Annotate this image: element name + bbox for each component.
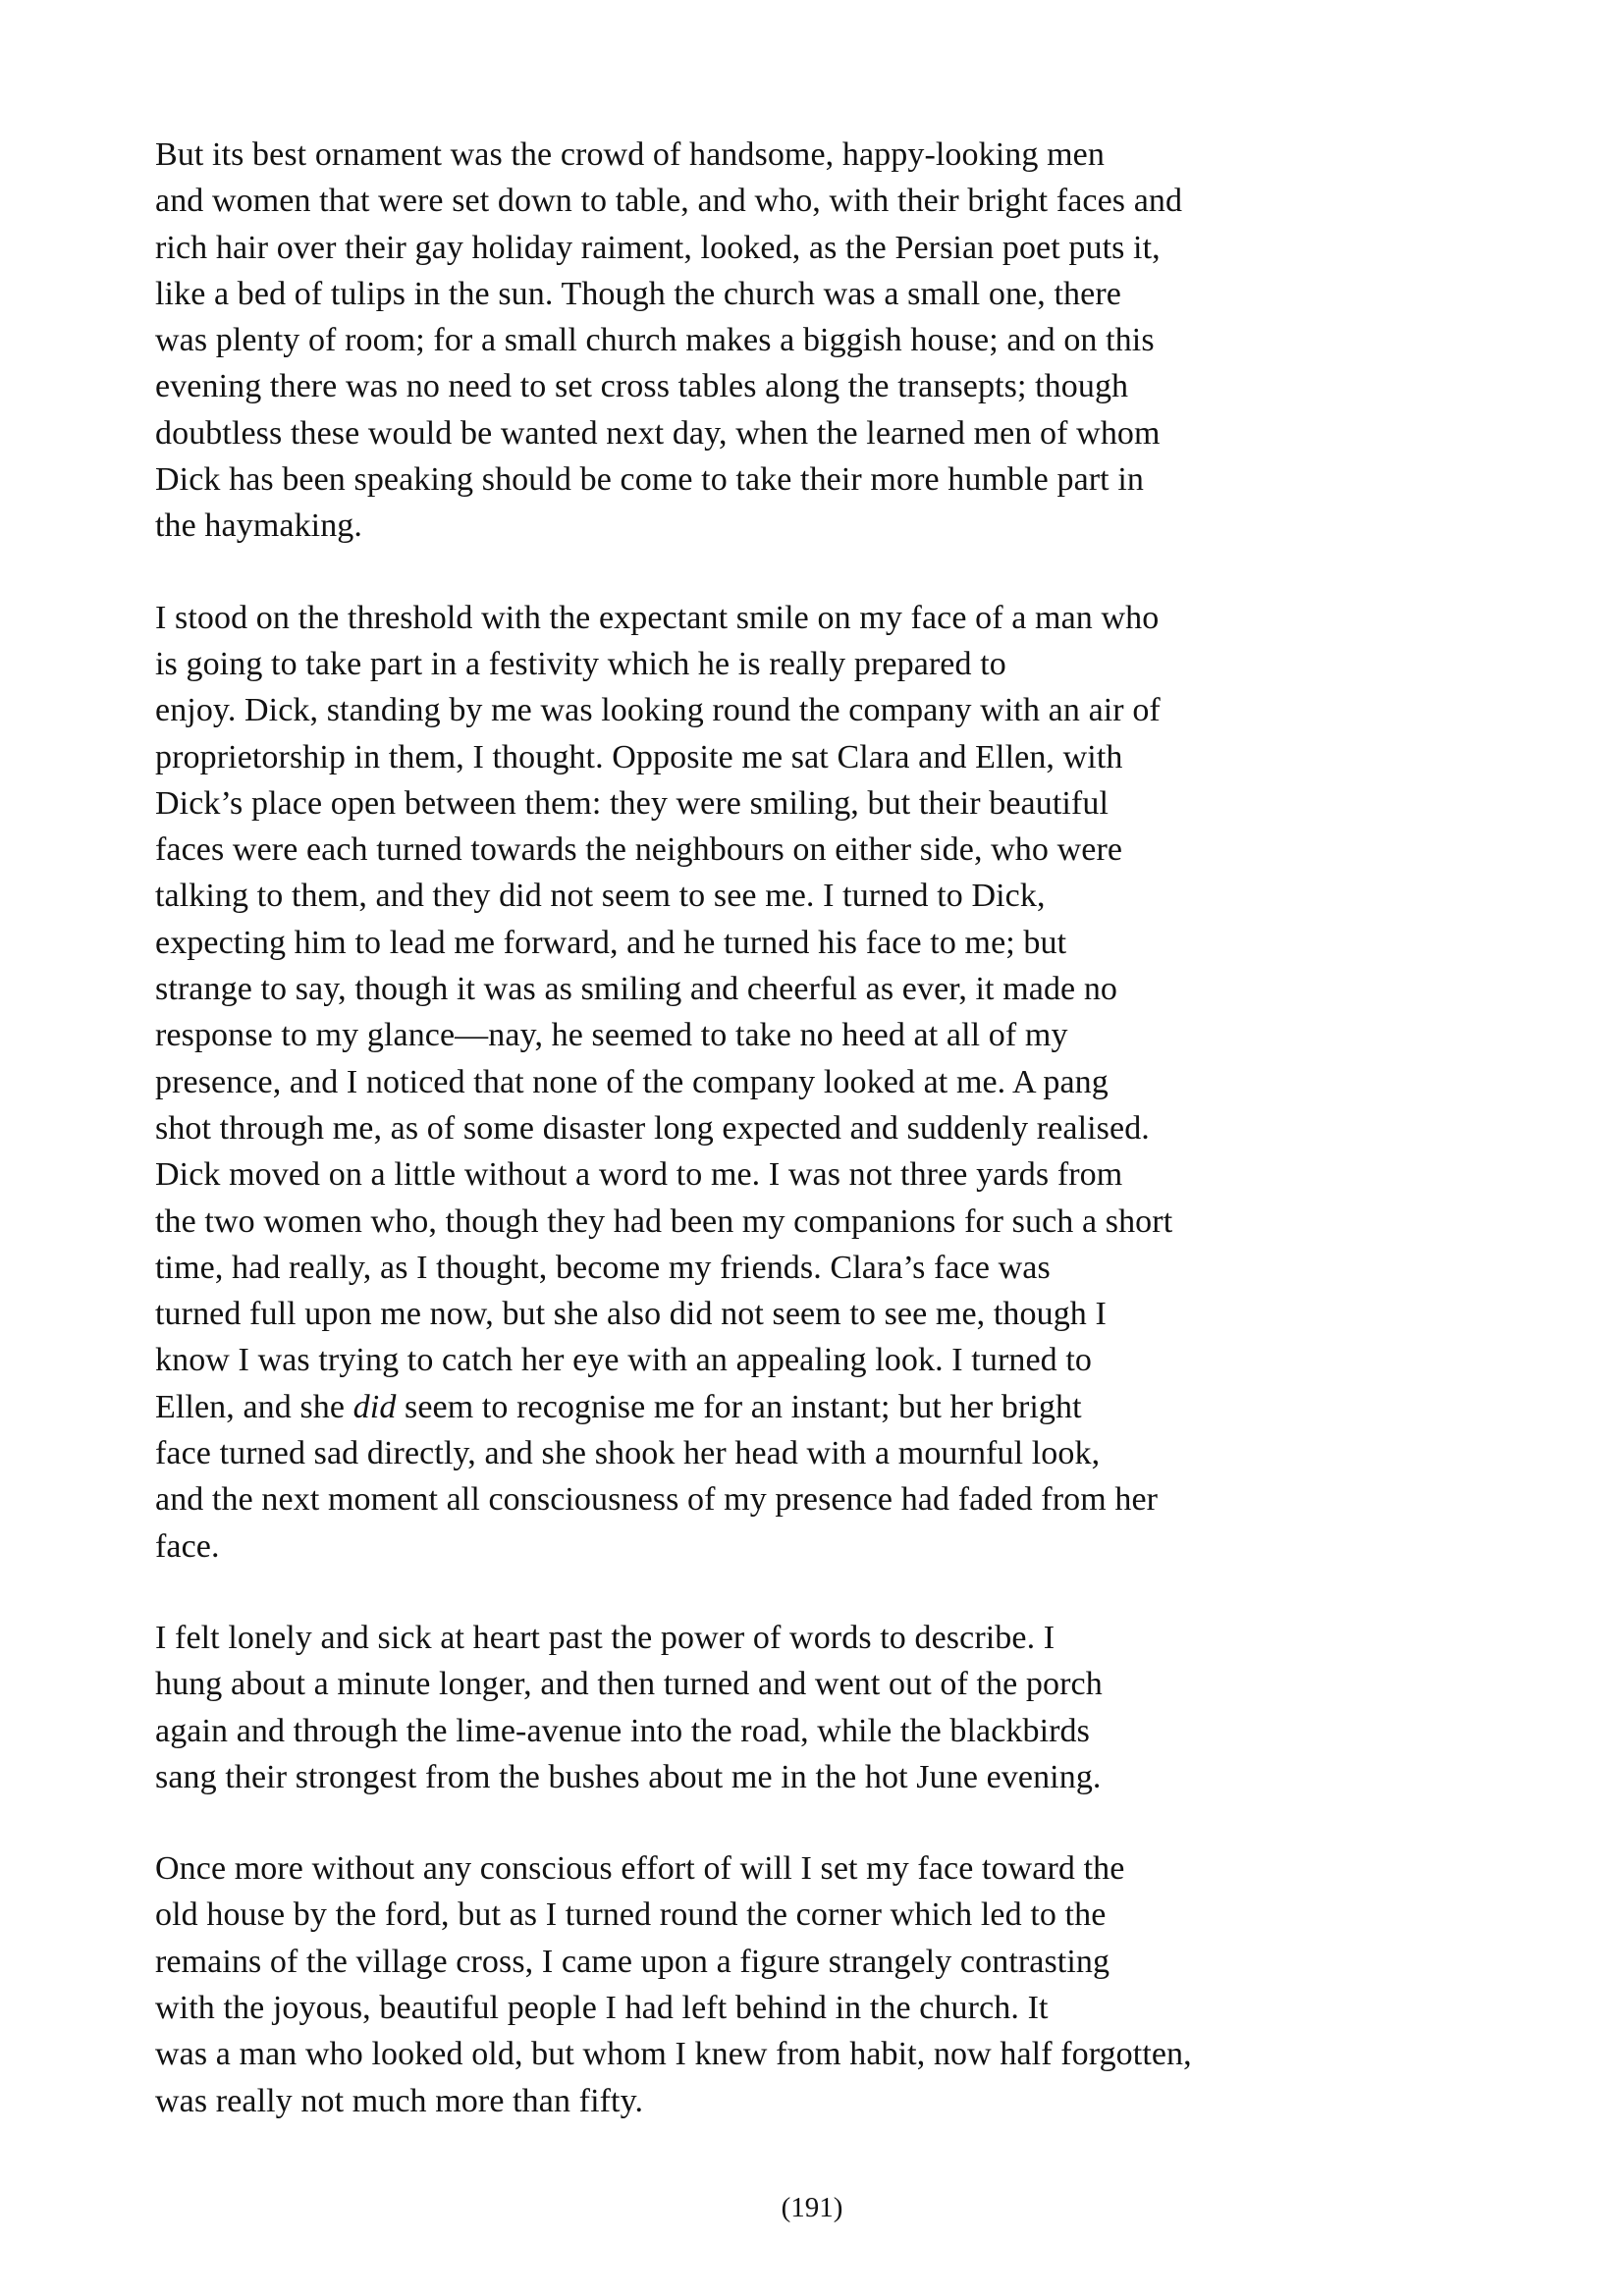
paragraph: But its best ornament was the crowd of handsome, happy-looking men and women that were set down to table, and who, with their bright faces and rich hair over their gay holiday raiment, looked, as the Persian poet puts it, like a bed of tulips in the sun. Though the church was a small one, there was plenty of room; for a small church makes a biggish house; and on this evening there was no need to set cross tables along the transepts; though doubtless these would be wanted next day, when the learned men of whom Dick has been speaking should be come to take their more humble part in the haymaking. [155, 136, 1183, 545]
paragraph: I stood on the threshold with the expectant smile on my face of a man who is going to take part in a festivity which he is really prepared to enjoy. Dick, standing by me was looking round the company with an air of proprietorship in them, I thought. Opposite me sat Clara and Ellen, with Dick’s place open between them: they were smiling, but their beautiful faces were each turned towards the neighbours on either side, who were talking to them, and they did not seem to see me. I turned to Dick, expecting him to lead me forward, and he turned his face to me; but strange to say, though it was as smiling and cheerful as ever, it made no response to my glance—nay, he seemed to take no heed at all of my presence, and I noticed that none of the company looked at me. A pang shot through me, as of some disaster long expected and suddenly realised. Dick moved on a little without a word to me. I was not three yards from the two women who, though they had been my companions for such a short time, had really, as I thought, become my friends. Clara’s face was turned full upon me now, but she also did not seem to see me, though I know I was trying to catch her eye with an appealing look. I turned to Ellen, and she did seem to recognise me for an instant; but her bright face turned sad directly, and she shook her head with a mournful look, and the next moment all consciousness of my presence had faded from her face. [155, 599, 1173, 1565]
paragraph: Once more without any conscious effort of will I set my face toward the old house by the ford, but as I turned round the corner which led to the remains of the village cross, I came upon a figure strangely contrasting with the joyous, beautiful people I had left behind in the church. It was a man who looked old, but whom I knew from habit, now half forgotten, was really not much more than fifty. [155, 1850, 1192, 2119]
body-text [155, 132, 1392, 2124]
paragraph: I felt lonely and sick at heart past the power of words to describe. I hung about a minute longer, and then turned and went out of the porch again and through the lime-avenue into the road, while the blackbirds sang their strongest from the bushes about me in the hot June evening. [155, 1619, 1103, 1795]
page-number: (191) [781, 2192, 843, 2223]
